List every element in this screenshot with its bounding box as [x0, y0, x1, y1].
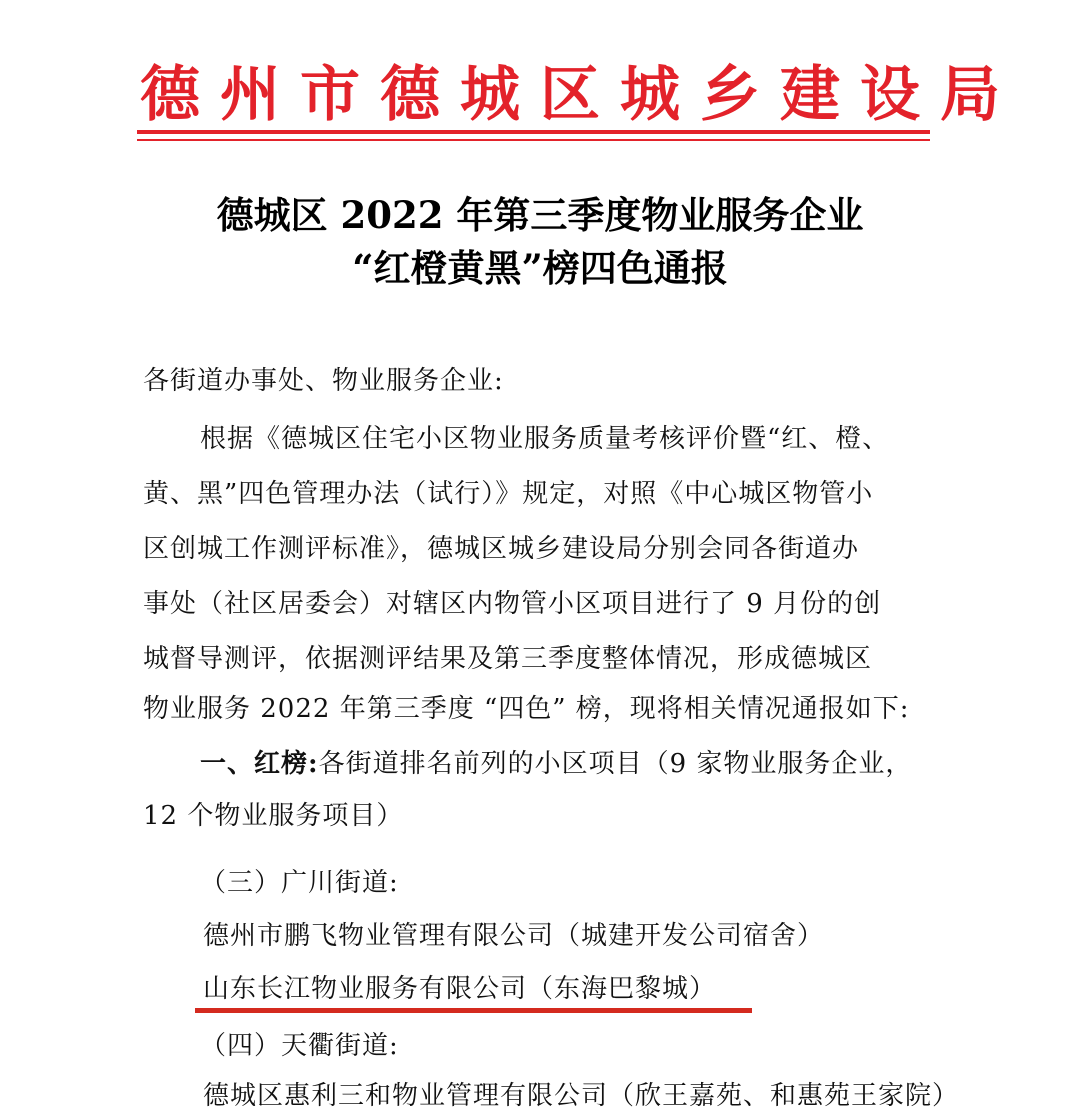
document-title-line1: 德城区 2022 年第三季度物业服务企业 [216, 193, 864, 237]
list-item-highlighted: 山东长江物业服务有限公司（东海巴黎城） [203, 974, 717, 1004]
salutation: 各街道办事处、物业服务企业: [143, 366, 504, 396]
section-red-list [200, 743, 912, 780]
section-red-list-heading: 一、红榜: [200, 749, 319, 779]
paragraph-line: 物业服务 2022 年第三季度 “四色” 榜，现将相关情况通报如下: [143, 694, 910, 724]
letterhead-rule-thick [137, 130, 930, 134]
paragraph-line: 城督导测评，依据测评结果及第三季度整体情况，形成德城区 [143, 644, 873, 674]
list-item: 德城区惠利三和物业管理有限公司（欣王嘉苑、和惠苑王家院） [203, 1081, 960, 1111]
letterhead-org-name: 德州市德城区城乡建设局 [140, 60, 1020, 130]
highlight-underline [195, 1008, 752, 1013]
letterhead-rule-thin [137, 139, 930, 141]
paragraph-line: 根据《德城区住宅小区物业服务质量考核评价暨“红、橙、 [200, 424, 890, 454]
subsection-heading-guangchuan: （三）广川街道: [200, 868, 399, 898]
paragraph-line: 区创城工作测评标准》，德城区城乡建设局分别会同各街道办 [143, 534, 860, 564]
subsection-heading-tianqu: （四）天衢街道: [200, 1031, 399, 1061]
list-item: 德州市鹏飞物业管理有限公司（城建开发公司宿舍） [203, 921, 825, 951]
document-title-line2: “红橙黄黑”榜四色通报 [352, 246, 728, 290]
section-red-list-text: 各街道排名前列的小区项目（9 家物业服务企业， [318, 749, 913, 779]
paragraph-line: 事处（社区居委会）对辖区内物管小区项目进行了 9 月份的创 [143, 589, 882, 619]
paragraph-line: 黄、黑”四色管理办法（试行）》规定，对照《中心城区物管小 [143, 479, 874, 509]
section-red-list-text-cont: 12 个物业服务项目） [143, 801, 404, 831]
